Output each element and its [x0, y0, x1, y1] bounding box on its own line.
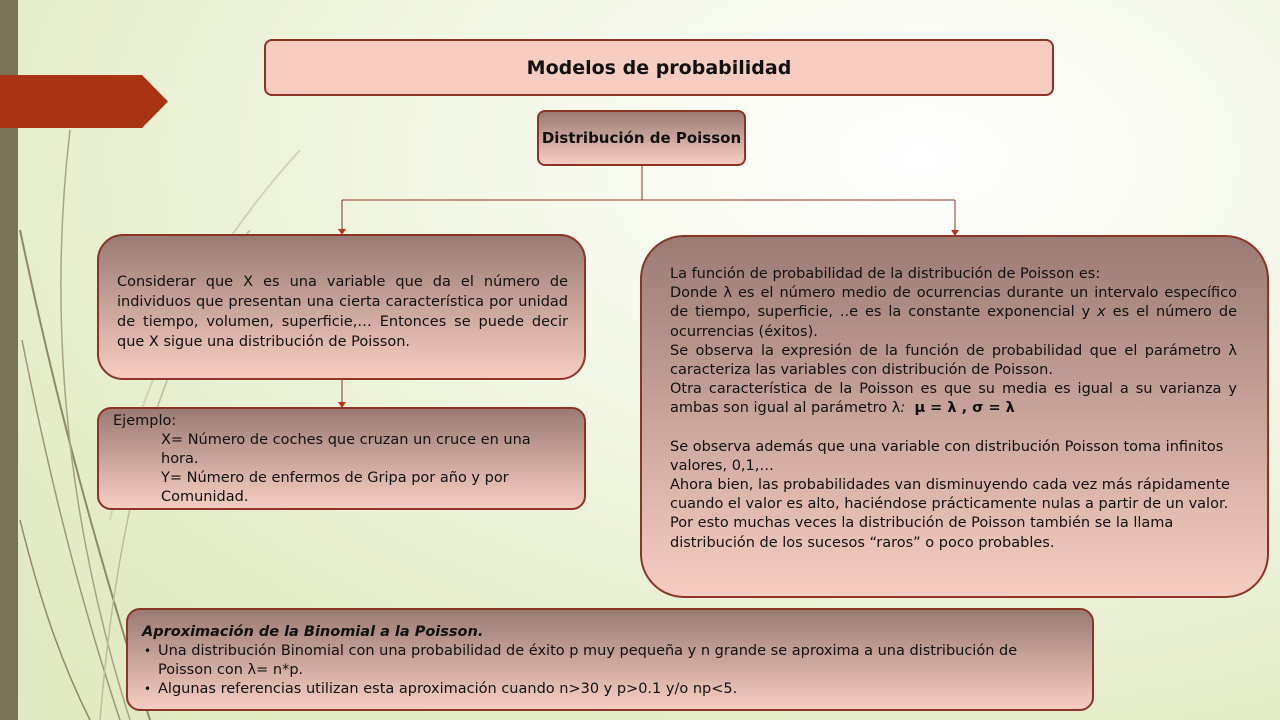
approximation-bullet: • Una distribución Binomial con una probabilidad de éxito p muy pequeña y n grande se aproxima a una distribución de Poisson con λ= n*p.: [158, 642, 1076, 680]
rare-events-note: Ahora bien, las probabilidades van disminuyendo cada vez más rápidamente cuando el valor es alto, haciéndose prácticamente nulas a partir de un valor. Por esto muchas veces la distribución de Poisson también se la llama distribución de los sucesos “raros” o poco probables.: [670, 477, 1230, 551]
example-box: [97, 407, 586, 510]
arrow-tab-shape: [0, 75, 168, 128]
title-box: [264, 39, 1054, 96]
mean-variance-formula: μ = λ , σ = λ: [914, 400, 1015, 417]
mean-variance-note: Otra característica de la Poisson es que su media es igual a su varianza y ambas son igual al parámetro λ: μ = λ , σ = λ: [670, 381, 1237, 417]
approximation-list: [142, 642, 1076, 699]
example-line-y: Y= Número de enfermos de Gripa por año y por Comunidad.: [161, 470, 509, 505]
lambda-definition: Donde λ es el número medio de ocurrencias durante un intervalo específico de tiempo, superficie, ..e es la constante exponencial y x es el número de ocurrencias (éxitos).: [670, 285, 1237, 340]
page-title: Modelos de probabilidad: [526, 56, 792, 79]
approximation-bullet: • Algunas referencias utilizan esta aproximación cuando n>30 y p>0.1 y/o np<5.: [158, 680, 1076, 699]
infinite-values-note: Se observa además que una variable con distribución Poisson toma infinitos valores, 0,1,…: [670, 438, 1224, 474]
approximation-box: [126, 608, 1094, 711]
poisson-node: [537, 110, 746, 166]
approximation-title: Aproximación de la Binomial a la Poisson.: [142, 624, 484, 640]
example-line-x: X= Número de coches que cruzan un cruce en una hora.: [161, 432, 531, 467]
lambda-parameter-note: Se observa la expresión de la función de probabilidad que el parámetro λ caracteriza las variables con distribución de Poisson.: [670, 342, 1237, 379]
example-label: Ejemplo:: [113, 413, 177, 429]
definition-box: [97, 234, 586, 380]
probability-function-box: [640, 235, 1269, 598]
definition-text: Considerar que X es una variable que da el número de individuos que presentan una cierta característica por unidad de tiempo, volumen, superficie,… Entonces se puede decir que X sigue una distribución de Poisson.: [117, 274, 568, 350]
function-intro: La función de probabilidad de la distribución de Poisson es:: [670, 266, 1101, 282]
poisson-node-label: Distribución de Poisson: [541, 129, 742, 147]
